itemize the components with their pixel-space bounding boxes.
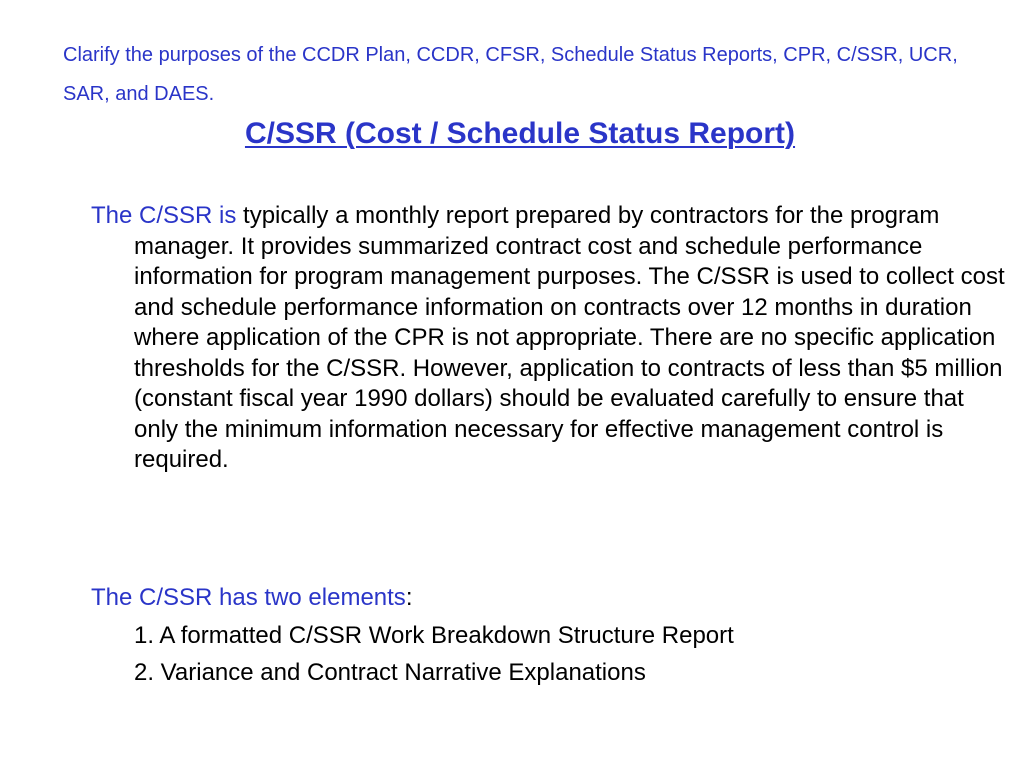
list-item: 1. A formatted C/SSR Work Breakdown Structure Report bbox=[134, 622, 734, 649]
question-text: Clarify the purposes of the CCDR Plan, CCDR, CFSR, Schedule Status Reports, CPR, C/SSR, UCR, SAR, and DAES. bbox=[63, 44, 958, 105]
description-paragraph bbox=[91, 201, 1014, 476]
slide-title: C/SSR (Cost / Schedule Status Report) bbox=[244, 117, 796, 150]
elements-heading-lead: The C/SSR has two elements bbox=[91, 584, 406, 611]
elements-heading bbox=[91, 583, 971, 613]
paragraph-body: typically a monthly report prepared by contractors for the program manager. It provides summarized contract cost and schedule performance information for program management purposes. The C/SSR is used to collect cost and schedule performance information on contracts over 12 months in duration where application of the CPR is not appropriate. There are no specific application thresholds for the C/SSR. However, application to contracts of less than $5 million (constant fiscal year 1990 dollars) should be evaluated carefully to ensure that only the minimum information necessary for effective management control is required. bbox=[134, 202, 1005, 473]
list-item: 2. Variance and Contract Narrative Explanations bbox=[134, 659, 646, 686]
paragraph-lead: The C/SSR is bbox=[91, 202, 237, 229]
elements-heading-colon: : bbox=[405, 584, 413, 611]
